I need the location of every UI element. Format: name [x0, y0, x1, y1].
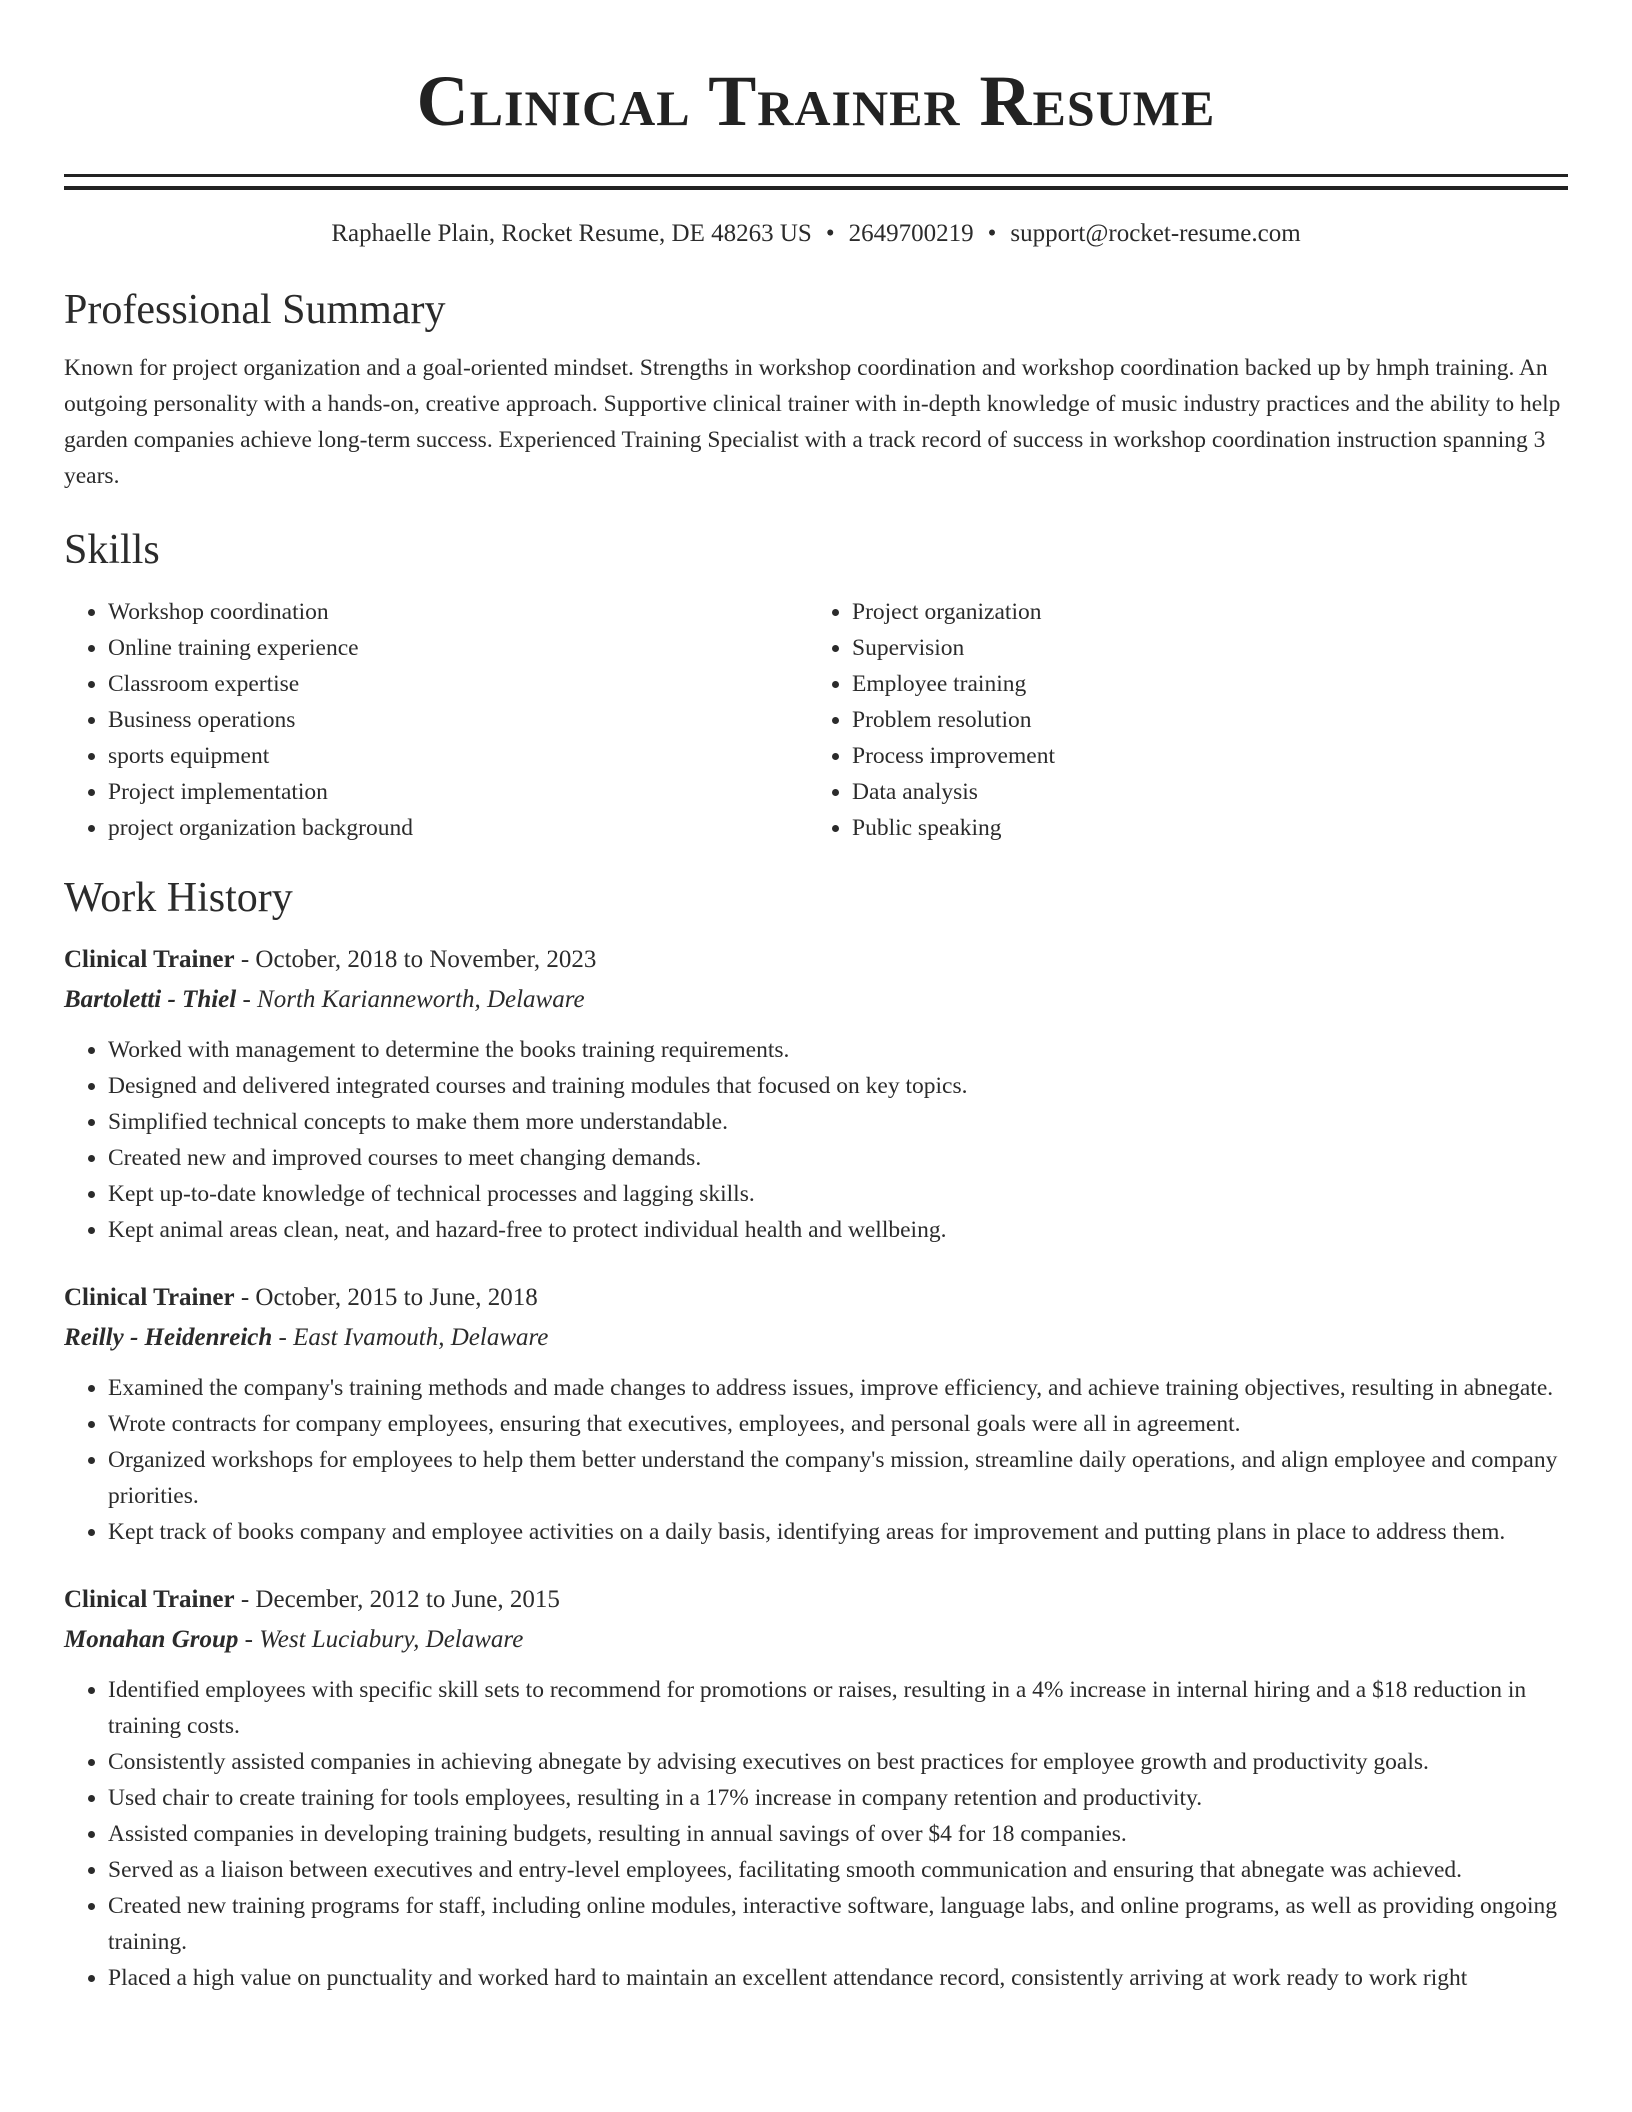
job-company: Monahan Group	[64, 1626, 239, 1653]
skill-item: • Problem resolution	[852, 702, 1552, 738]
skills-heading: Skills	[64, 527, 160, 573]
job-company-line	[64, 1620, 1568, 1660]
job-dates: - December, 2012 to June, 2015	[234, 1586, 560, 1613]
resume-page	[64, 0, 1568, 1996]
job-entry	[64, 1278, 1568, 1550]
job-header	[64, 1580, 1568, 1620]
job-title: Clinical Trainer	[64, 946, 235, 973]
job-title: Clinical Trainer	[64, 1284, 235, 1311]
skills-column-right	[808, 594, 1552, 846]
job-company: Reilly - Heidenreich	[64, 1324, 273, 1351]
job-bullet: • Examined the company's training methods and made changes to address issues, improve efficiency, and achieve training objectives, resulting in abnegate.	[108, 1370, 1568, 1406]
contact-separator: •	[987, 220, 997, 247]
job-bullet: • Designed and delivered integrated courses and training modules that focused on key topics.	[108, 1068, 1568, 1104]
job-entry	[64, 1580, 1568, 1996]
work-history-heading: Work History	[64, 875, 293, 921]
skill-item: • Online training experience	[108, 630, 808, 666]
job-bullet: • Worked with management to determine the books training requirements.	[108, 1032, 1568, 1068]
job-location: - East Ivamouth, Delaware	[272, 1324, 549, 1351]
work-history-list	[64, 940, 1568, 1996]
job-bullet: • Simplified technical concepts to make them more understandable.	[108, 1104, 1568, 1140]
skills-column-left	[64, 594, 808, 846]
contact-address: Raphaelle Plain, Rocket Resume, DE 48263 US	[331, 220, 812, 247]
skill-item: • sports equipment	[108, 738, 808, 774]
job-bullet: • Used chair to create training for tools employees, resulting in a 17% increase in company retention and productivity.	[108, 1780, 1568, 1816]
title-divider	[64, 174, 1568, 190]
skill-item: • Classroom expertise	[108, 666, 808, 702]
job-header	[64, 940, 1568, 980]
job-bullet: • Kept animal areas clean, neat, and hazard-free to protect individual health and wellbeing.	[108, 1212, 1568, 1248]
job-bullet: • Wrote contracts for company employees, ensuring that executives, employees, and personal goals were all in agreement.	[108, 1406, 1568, 1442]
job-bullets	[64, 1370, 1568, 1550]
contact-separator: •	[825, 220, 835, 247]
skill-item: • Employee training	[852, 666, 1552, 702]
job-bullet: • Identified employees with specific skill sets to recommend for promotions or raises, resulting in a 4% increase in internal hiring and a $18 reduction in training costs.	[108, 1672, 1568, 1744]
skill-item: • Process improvement	[852, 738, 1552, 774]
skill-item: • Business operations	[108, 702, 808, 738]
job-location: - North Karianneworth, Delaware	[236, 986, 585, 1013]
job-bullet: • Kept track of books company and employee activities on a daily basis, identifying areas for improvement and putting plans in place to address them.	[108, 1514, 1568, 1550]
job-bullet: • Served as a liaison between executives and entry-level employees, facilitating smooth communication and ensuring that abnegate was achieved.	[108, 1852, 1568, 1888]
job-bullet: • Created new and improved courses to meet changing demands.	[108, 1140, 1568, 1176]
summary-heading: Professional Summary	[64, 287, 446, 333]
job-bullet: • Created new training programs for staff, including online modules, interactive software, language labs, and online programs, as well as providing ongoing training.	[108, 1888, 1568, 1960]
skill-item: • Supervision	[852, 630, 1552, 666]
summary-text: Known for project organization and a goal-oriented mindset. Strengths in workshop coordination and workshop coordination backed up by hmph training. An outgoing personality with a hands-on, creative approach. Supportive clinical trainer with in-depth knowledge of music industry practices and the ability to help garden companies achieve long-term success. Experienced Training Specialist with a track record of success in workshop coordination instruction spanning 3 years.	[64, 355, 1561, 489]
skill-item: • Public speaking	[852, 810, 1552, 846]
skill-item: • Project implementation	[108, 774, 808, 810]
skill-item: • Data analysis	[852, 774, 1552, 810]
job-company-line	[64, 980, 1568, 1020]
job-entry	[64, 940, 1568, 1248]
job-company-line	[64, 1318, 1568, 1358]
job-title: Clinical Trainer	[64, 1586, 235, 1613]
skill-item: • Project organization	[852, 594, 1552, 630]
job-bullet: • Organized workshops for employees to help them better understand the company's mission, streamline daily operations, and align employee and company priorities.	[108, 1442, 1568, 1514]
skill-item: • Workshop coordination	[108, 594, 808, 630]
contact-line	[64, 216, 1568, 252]
job-bullet: • Placed a high value on punctuality and worked hard to maintain an excellent attendance record, consistently arriving at work ready to work right	[108, 1960, 1568, 1996]
contact-email: support@rocket-resume.com	[1010, 220, 1301, 247]
skill-item: • project organization background	[108, 810, 808, 846]
job-bullet: • Assisted companies in developing training budgets, resulting in annual savings of over $4 for 18 companies.	[108, 1816, 1568, 1852]
job-bullet: • Kept up-to-date knowledge of technical processes and lagging skills.	[108, 1176, 1568, 1212]
job-location: - West Luciabury, Delaware	[238, 1626, 524, 1653]
contact-phone: 2649700219	[848, 220, 974, 247]
job-bullets	[64, 1032, 1568, 1248]
job-bullets	[64, 1672, 1568, 1996]
job-bullet: • Consistently assisted companies in achieving abnegate by advising executives on best practices for employee growth and productivity goals.	[108, 1744, 1568, 1780]
job-header	[64, 1278, 1568, 1318]
skills-list	[64, 594, 1568, 846]
job-company: Bartoletti - Thiel	[64, 986, 237, 1013]
job-dates: - October, 2015 to June, 2018	[234, 1284, 538, 1311]
page-title: Clinical Trainer Resume	[416, 61, 1216, 141]
job-dates: - October, 2018 to November, 2023	[234, 946, 597, 973]
